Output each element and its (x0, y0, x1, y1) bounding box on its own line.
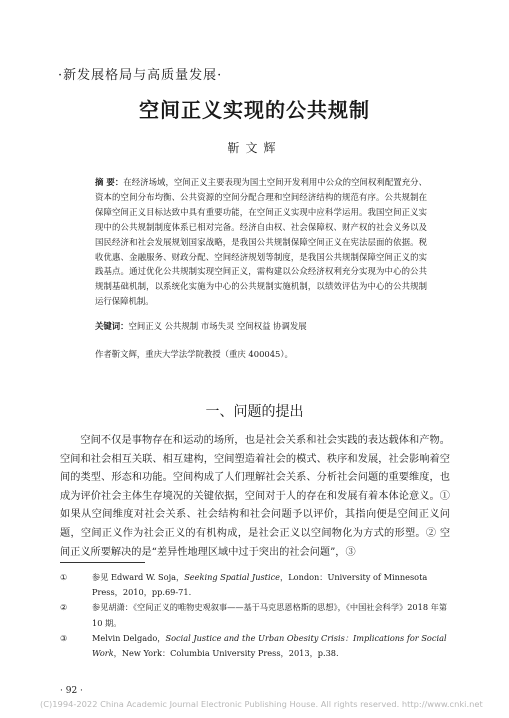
article-author: 靳文辉 (227, 141, 282, 155)
section-heading: 一、问题的提出 (205, 404, 304, 420)
footnote-3: ③ Melvin Delgado，Social Justice and the Urban Obesity Crisis：Implications for Social Work，New York：Columbia University Press，2013，p.38. (60, 632, 447, 659)
body-text (60, 432, 450, 562)
footnote-number: ③ (60, 632, 68, 643)
keywords-label: 关键词： (95, 321, 129, 331)
footnote-2: ② 参见胡潇：《空间正义的唯物史观叙事——基于马克思恩格斯的思想》，《中国社会科学》2018 年第 10 期。 (60, 602, 448, 628)
copyright-watermark: (C)1994-2022 China Academic Journal Electronic Publishing House. All rights reserved. http://www.cnki.net (40, 699, 483, 709)
abstract (95, 175, 427, 309)
author-info: 作者靳文辉，重庆大学法学院教授（重庆 400045）。 (95, 349, 293, 359)
footnotes (60, 570, 452, 661)
footnote-number: ② (60, 602, 68, 613)
keywords-items: 空间正义 公共规制 市场失灵 空间权益 协调发展 (128, 321, 307, 331)
body-paragraph: 空间不仅是事物存在和运动的场所，也是社会关系和社会实践的表达载体和产物。空间和社会相互关联、相互建构，空间塑造着社会的模式、秩序和发展，社会影响着空间的类型、形态和功能。空间构成了人们理解社会关系、分析社会问题的重要维度，也成为评价社会主体生存境况的关键依据，空间对于人的存在和发展有着本体论意义。①如果从空间维度对社会关系、社会结构和社会问题予以评价，其指向便是空间正义问题，空间正义作为社会正义的有机构成，是社会正义以空间物化为方式的形塑。② 空间正义所要解决的是“差异性地理区域中过于突出的社会问题”，③ (60, 435, 450, 558)
footnote-number: ① (60, 572, 68, 582)
footnote-1: ① 参见 Edward W. Soja，Seeking Spatial Justice，London：University of Minnesota Press，2010，pp.69-71. (60, 572, 428, 598)
article-title: 空间正义实现的公共规制 (139, 98, 370, 122)
page-number: · 92 · (60, 686, 83, 696)
abstract-text: 在经济场域，空间正义主要表现为国土空间开发利用中公众的空间权利配置充分、资本的空间分布均衡、公共资源的空间分配合理和空间经济结构的规范有序。公共规制在保障空间正义目标达致中具有重要功能，在空间正义实现中应科学运用。我国空间正义实现中的公共规制制度体系已相对完备。经济自由权、社会保障权、财产权的社会义务以及国民经济和社会发展规划国家战略，是我国公共规制保障空间正义在宪法层面的依据。税收优惠、金融服务、财政分配、空间经济规划等制度，是我国公共规制保障空间正义的实践基点。通过优化公共规制实现空间正义，需构建以公众经济权利充分实现为中心的公共规制基础机制，以系统化实施为中心的公共规制实施机制，以绩效评估为中心的公共规制运行保障机制。 (95, 177, 427, 307)
footnote-divider (60, 562, 145, 563)
keywords (95, 320, 427, 332)
abstract-label: 摘 要： (95, 177, 124, 187)
section-tag: ·新发展格局与高质量发展· (58, 68, 223, 83)
